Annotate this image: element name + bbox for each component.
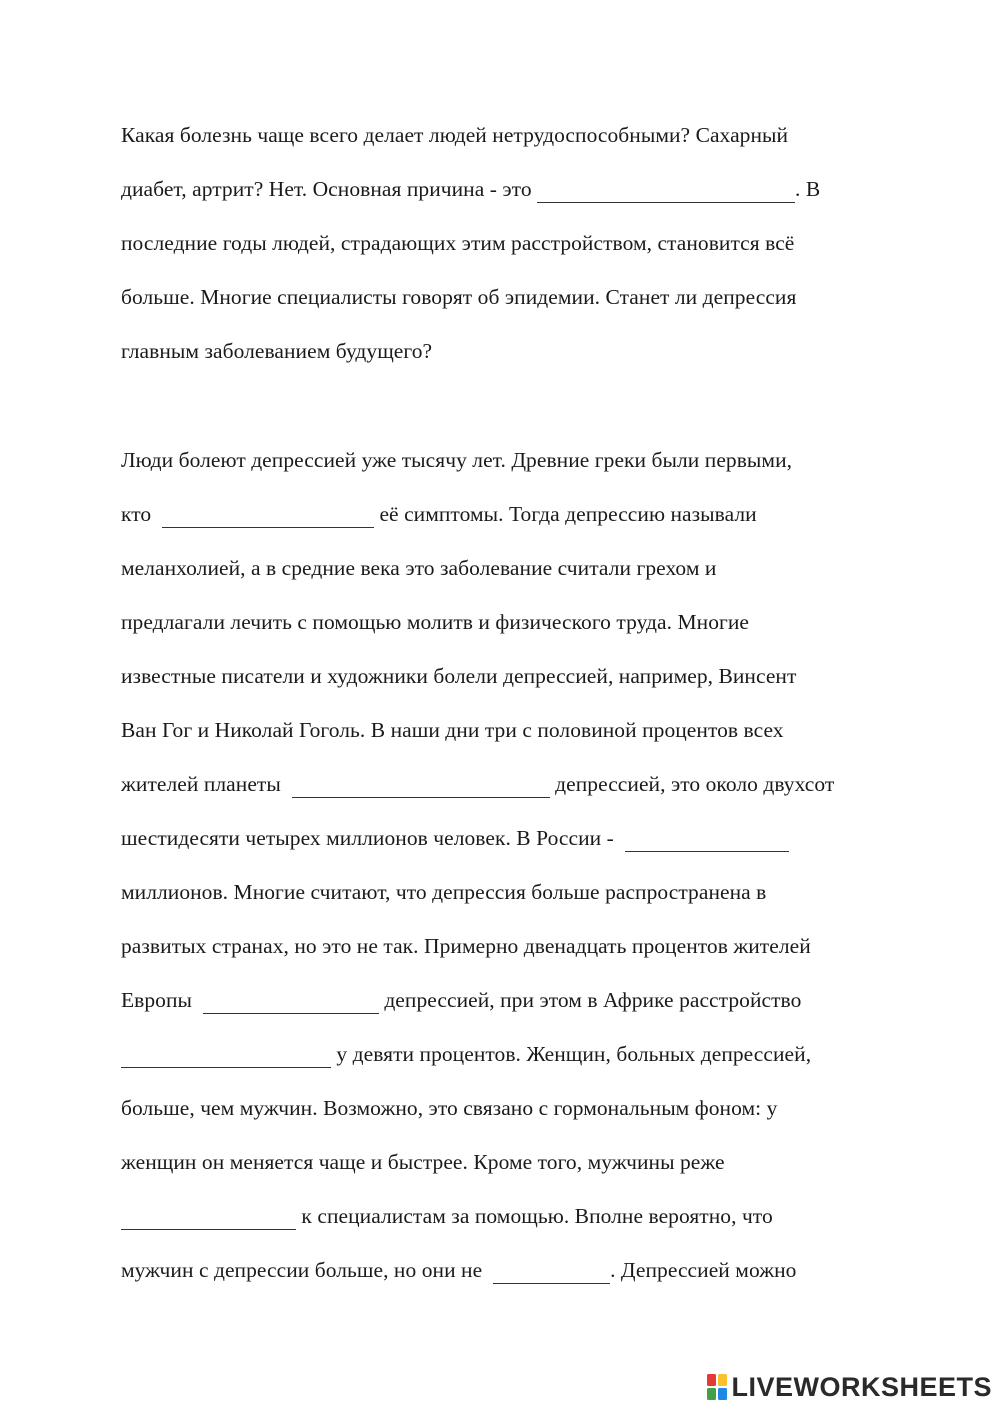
text-line: Люди болеют депрессией уже тысячу лет. Древние греки были первыми, (121, 448, 793, 472)
text-line: больше, чем мужчин. Возможно, это связано с гормональным фоном: у (121, 1096, 778, 1120)
text-line: мужчин с депрессии больше, но они не . Депрессией можно (121, 1258, 797, 1282)
text-line: миллионов. Многие считают, что депрессия больше распространена в (121, 880, 767, 904)
text-line: развитых странах, но это не так. Примерно двенадцать процентов жителей (121, 934, 811, 958)
text-line: у девяти процентов. Женщин, больных депрессией, (121, 1027, 921, 1081)
answer-blank-5[interactable] (203, 989, 379, 1014)
text-line: Какая болезнь чаще всего делает людей нетрудоспособными? Сахарный (121, 123, 789, 147)
text-line: женщин он меняется чаще и быстрее. Кроме того, мужчины реже (121, 1150, 725, 1174)
text-line: жителей планеты депрессией, это около двухсот (121, 772, 835, 796)
answer-blank-8[interactable] (493, 1259, 610, 1284)
answer-blank-3[interactable] (292, 773, 550, 798)
text-line: известные писатели и художники болели депрессией, например, Винсент (121, 664, 797, 688)
paragraph-1 (121, 108, 921, 378)
paragraph-2 (121, 433, 921, 1297)
logo-square-yellow (718, 1374, 727, 1386)
logo-square-green (707, 1388, 716, 1400)
text-line: диабет, артрит? Нет. Основная причина - это . В (121, 177, 821, 201)
text-line: Европы депрессией, при этом в Африке расстройство (121, 988, 802, 1012)
text-line: Ван Гог и Николай Гоголь. В наши дни три с половиной процентов всех (121, 718, 784, 742)
text-line: меланхолией, а в средние века это заболевание считали грехом и (121, 556, 717, 580)
text-line: больше. Многие специалисты говорят об эпидемии. Станет ли депрессия (121, 285, 797, 309)
answer-blank-4[interactable] (625, 827, 789, 852)
text-line: предлагали лечить с помощью молитв и физического труда. Многие (121, 610, 750, 634)
text-line: главным заболеванием будущего? (121, 339, 433, 363)
answer-blank-7[interactable] (121, 1205, 296, 1230)
answer-blank-2[interactable] (162, 503, 374, 528)
text-line: шестидесяти четырех миллионов человек. В России - (121, 811, 921, 865)
liveworksheets-logo (707, 1367, 992, 1407)
text-line: последние годы людей, страдающих этим расстройством, становится всё (121, 231, 795, 255)
logo-text: LIVEWORKSHEETS (731, 1372, 992, 1402)
answer-blank-1[interactable] (537, 178, 795, 203)
logo-square-blue (718, 1388, 727, 1400)
text-line: к специалистам за помощью. Вполне вероятно, что (121, 1189, 921, 1243)
logo-square-red (707, 1374, 716, 1386)
text-line: кто её симптомы. Тогда депрессию называли (121, 502, 757, 526)
answer-blank-6[interactable] (121, 1043, 331, 1068)
liveworksheets-logo-icon (707, 1374, 727, 1400)
